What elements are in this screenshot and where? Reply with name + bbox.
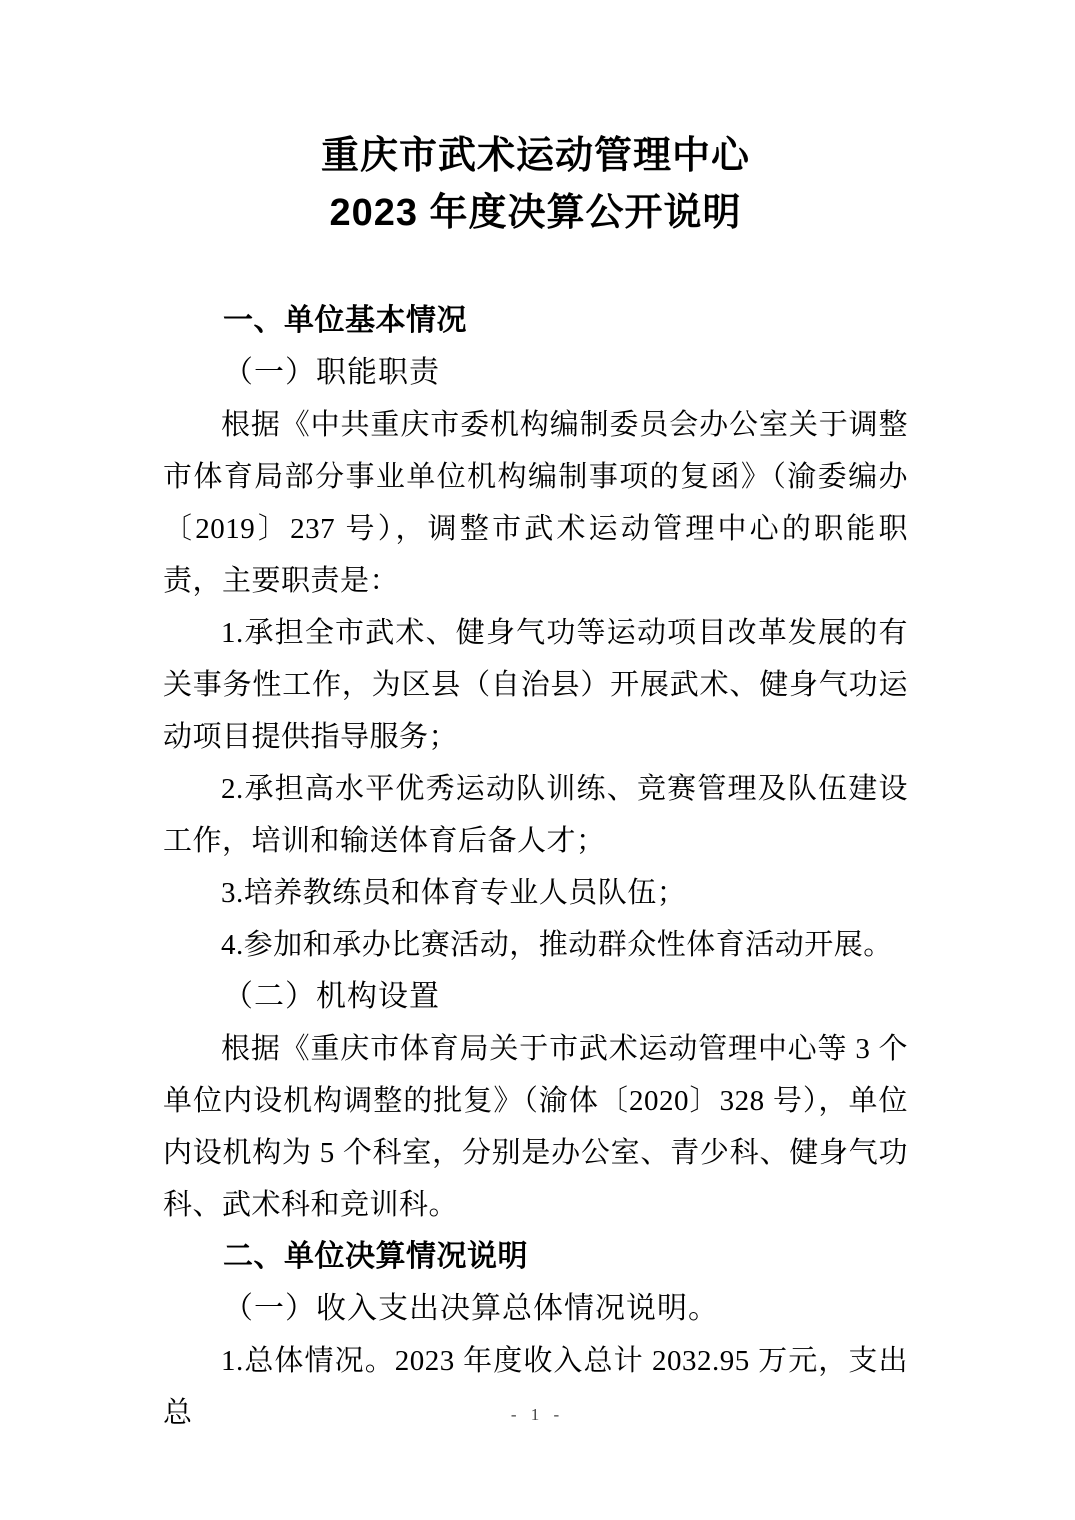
paragraph-org-setup: 根据《重庆市体育局关于市武术运动管理中心等 3 个单位内设机构调整的批复》（渝体〔2020〕328 号），单位内设机构为 5 个科室，分别是办公室、青少科、健身气功科、武术科和竞训科。 [163,1033,908,1221]
paragraph-duties-intro: 根据《中共重庆市委机构编制委员会办公室关于调整市体育局部分事业单位机构编制事项的复函》（渝委编办〔2019〕237 号），调整市武术运动管理中心的职能职责，主要职责是： [163,409,908,597]
document-title-line1: 重庆市武术运动管理中心 [320,135,750,177]
document-title [163,128,908,242]
paragraph-overall-situation: 1.总体情况。2023 年度收入总计 2032.95 万元，支出总 [163,1345,908,1429]
heading-final-accounts: 二、单位决算情况说明 [223,1240,528,1273]
subheading-revenue-expenditure: （一）收入支出决算总体情况说明。 [223,1292,719,1325]
heading-unit-basic-info: 一、单位基本情况 [223,304,467,337]
subheading-duties: （一）职能职责 [223,356,440,389]
paragraph-duty-1: 1.承担全市武术、健身气功等运动项目改革发展的有关事务性工作，为区县（自治县）开展武术、健身气功运动项目提供指导服务； [163,617,908,753]
paragraph-duty-4: 4.参加和承办比赛活动，推动群众性体育活动开展。 [221,929,893,961]
document-title-line2: 2023 年度决算公开说明 [329,192,742,234]
page-number: - 1 - [510,1405,565,1424]
paragraph-duty-2: 2.承担高水平优秀运动队训练、竞赛管理及队伍建设工作，培训和输送体育后备人才； [163,773,908,857]
paragraph-duty-3: 3.培养教练员和体育专业人员队伍； [221,877,687,909]
subheading-org-setup: （二）机构设置 [223,980,440,1013]
